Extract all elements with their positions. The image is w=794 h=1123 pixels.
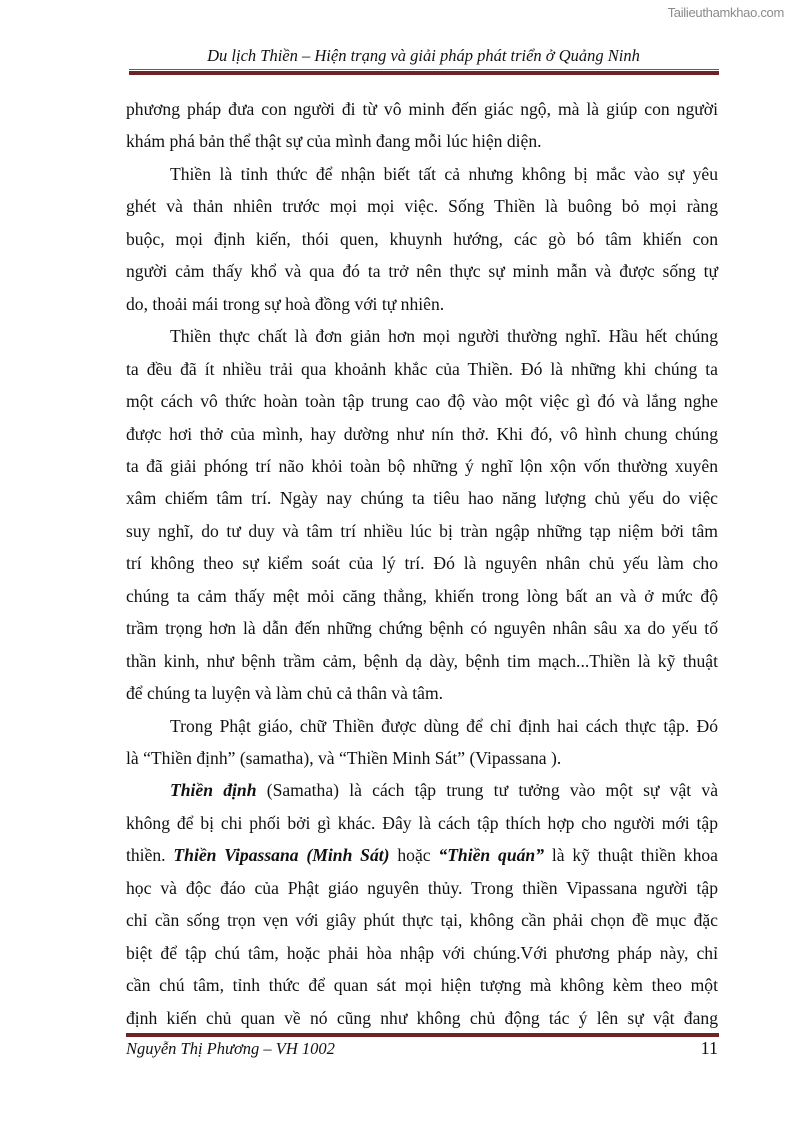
text-segment: một cách vô thức hoàn toàn tập trung cao độ vào một việc gì đó và lắng nghe [126, 391, 718, 412]
text-segment: cần chú tâm, tỉnh thức để quan sát mọi hiện tượng mà không kèm theo một [126, 975, 718, 996]
text-segment: ghét và thản nhiên trước mọi mọi việc. Sống Thiền là buông bỏ mọi ràng [126, 196, 718, 217]
text-line [126, 650, 718, 672]
text-line [126, 195, 718, 217]
text-segment: để chúng ta luyện và làm chủ cả thân và tâm. [126, 683, 444, 704]
text-segment: ta đã giải phóng trí não khỏi toàn bộ những ý nghĩ lộn xộn vốn thường xuyên [126, 455, 718, 476]
text-segment: Trong Phật giáo, chữ Thiền được dùng để chỉ định hai cách thực tập. Đó [170, 715, 718, 736]
emphasis-text: “Thiền quán” [438, 845, 544, 866]
text-line [126, 293, 718, 315]
text-segment: do, thoải mái trong sự hoà đồng với tự nhiên. [126, 293, 445, 314]
text-segment: không để bị chi phối bởi gì khác. Đây là cách tập thích hợp cho người mới tập [126, 812, 718, 833]
text-segment: Thiền thực chất là đơn giản hơn mọi người thường nghĩ. Hầu hết chúng [170, 326, 718, 347]
watermark: Tailieuthamkhao.com [667, 5, 784, 20]
text-line [126, 812, 718, 834]
text-segment: trầm trọng hơn là dẫn đến những chứng bệnh có nguyên nhân sâu xa do yếu tố [126, 618, 718, 639]
text-line [126, 260, 718, 282]
text-segment: phương pháp đưa con người đi từ vô minh đến giác ngộ, mà là giúp con người [126, 99, 718, 119]
emphasis-text: Thiền định [170, 780, 257, 801]
text-line [126, 390, 718, 412]
text-line [126, 487, 718, 509]
text-segment: xâm chiếm tâm trí. Ngày nay chúng ta tiêu hao năng lượng chủ yếu do việc [126, 488, 718, 509]
text-line [170, 779, 718, 801]
text-line [126, 228, 718, 250]
text-line [126, 1007, 718, 1029]
text-line [126, 98, 718, 120]
text-line [170, 163, 718, 185]
text-line [126, 585, 718, 607]
text-segment: là “Thiền định” (samatha), và “Thiền Minh Sát” (Vipassana ). [126, 748, 562, 768]
text-segment: khám phá bản thể thật sự của mình đang mỗi lúc hiện diện. [126, 131, 542, 152]
running-header: Du lịch Thiền – Hiện trạng và giải pháp phát triển ở Quảng Ninh [207, 46, 640, 65]
text-segment: suy nghĩ, do tư duy và tâm trí nhiều lúc bị tràn ngập những tạp niệm bởi tâm [126, 520, 718, 541]
text-segment: định kiến chủ quan về nó cũng như không chủ động tác ý lên sự vật đang [126, 1007, 718, 1028]
text-line [126, 423, 718, 445]
text-segment: học và độc đáo của Phật giáo nguyên thủy. Trong thiền Vipassana người tập [126, 877, 718, 898]
text-line [126, 942, 718, 964]
footer-author: Nguyễn Thị Phương – VH 1002 [126, 1039, 335, 1058]
text-segment: Thiền là tỉnh thức để nhận biết tất cả nhưng không bị mắc vào sự yêu [170, 163, 718, 184]
text-segment: chỉ cần sống trọn vẹn với giây phút thực tại, không cần phải chọn đề mục đặc [126, 910, 718, 931]
text-segment: thần kinh, như bệnh trầm cảm, bệnh dạ dày, bệnh tim mạch...Thiền là kỹ thuật [126, 650, 718, 671]
header-rule-thin [129, 69, 719, 70]
text-line [126, 909, 718, 931]
text-segment: là kỹ thuật thiền khoa [544, 845, 718, 866]
text-line [126, 747, 718, 769]
text-line [126, 682, 718, 704]
text-segment: hoặc [389, 845, 439, 866]
text-line [170, 715, 718, 737]
text-line [126, 844, 718, 866]
footer-rule [126, 1033, 719, 1037]
page-number: 11 [700, 1038, 718, 1058]
text-line [126, 520, 718, 542]
text-line [126, 552, 718, 574]
text-line [126, 358, 718, 380]
text-line [126, 974, 718, 996]
header-rule-thick [129, 71, 719, 75]
text-segment: (Samatha) là cách tập trung tư tưởng vào một sự vật và [256, 780, 718, 801]
text-line [126, 130, 718, 152]
emphasis-text: Thiền Vipassana (Minh Sát) [173, 845, 390, 866]
text-segment: được hơi thở của mình, hay dường như nín thở. Khi đó, vô hình chung chúng [126, 423, 718, 444]
text-segment: thiền. [126, 845, 174, 866]
text-segment: chúng ta cảm thấy mệt mỏi căng thẳng, khiến trong lòng bất an và ở mức độ [126, 585, 718, 606]
text-line [126, 877, 718, 899]
text-line [170, 325, 718, 347]
text-line [126, 617, 718, 639]
text-line [126, 455, 718, 477]
text-segment: trí không theo sự kiểm soát của lý trí. Đó là nguyên nhân chủ yếu làm cho [126, 553, 718, 574]
text-segment: biệt để tập chú tâm, hoặc phải hòa nhập với chúng.Với phương pháp này, chỉ [126, 942, 718, 963]
text-segment: buộc, mọi định kiến, thói quen, khuynh hướng, các gò bó tâm khiến con [126, 228, 718, 249]
text-segment: ta đều đã ít nhiều trải qua khoảnh khắc của Thiền. Đó là những khi chúng ta [126, 358, 718, 379]
text-segment: người cảm thấy khổ và qua đó ta trở nên thực sự minh mẫn và được sống tự [126, 261, 718, 282]
